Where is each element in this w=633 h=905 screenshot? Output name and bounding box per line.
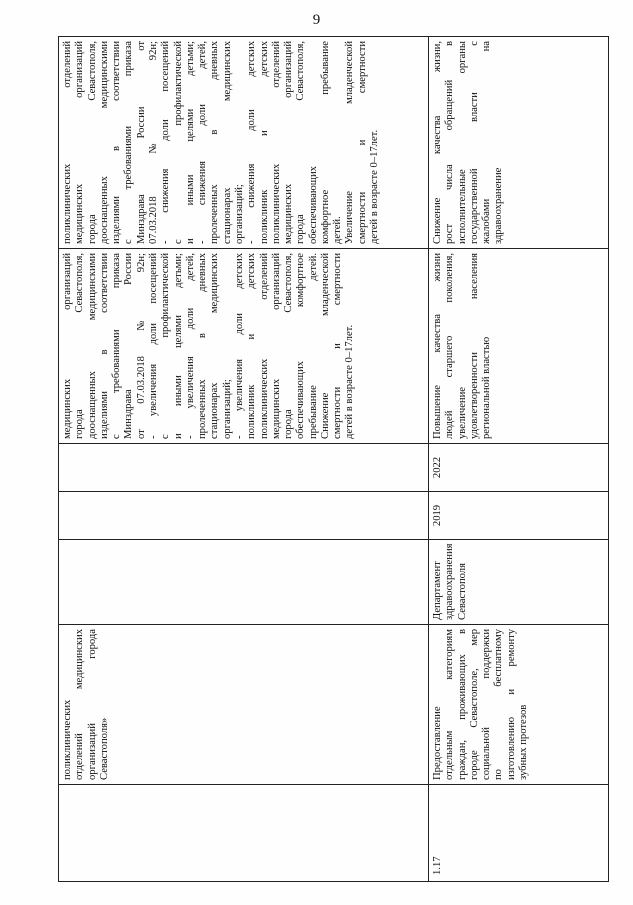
text-line: - увеличения доли детей,: [184, 253, 196, 439]
text-line: - снижения доли детских: [246, 41, 258, 244]
text-line: изготовлению и ремонту: [505, 629, 517, 780]
text-line: с требованиями приказа: [111, 253, 123, 439]
text-line: медицинских организаций: [74, 41, 86, 244]
table-row: [59, 37, 429, 882]
text-line: дооснащенных медицинскими: [86, 253, 98, 439]
text-line: дооснащенных медицинскими: [98, 41, 110, 244]
text-line: города Севастополя,: [74, 253, 86, 439]
text-line: отделений медицинских: [74, 629, 86, 780]
text-line: города Севастополя,: [86, 41, 98, 244]
text-line: стационарах медицинских: [209, 253, 221, 439]
text-line: детей в возрасте 0–17лет.: [369, 129, 381, 244]
start-year-cell: [59, 492, 429, 540]
text-line: от 07.03.2018 № 92н;: [135, 253, 147, 439]
text-line: граждан, проживающих в: [456, 629, 468, 780]
page-number: 9: [312, 12, 321, 28]
end-year-cell: [59, 444, 429, 492]
text-line: рост числа обращений в: [444, 41, 456, 244]
expected-result-cell: [59, 249, 429, 444]
text-line: жалобами на: [481, 41, 493, 244]
text-line: изделиями в соответствии: [111, 41, 123, 244]
text-line: Снижение качества жизни,: [432, 41, 443, 244]
text-line: Предоставление: [432, 706, 443, 780]
text-line: организаций города: [86, 629, 98, 780]
row-number-cell: [59, 785, 429, 882]
text-line: - увеличения доли посещений: [147, 253, 159, 439]
row-number-cell: 1.17: [429, 785, 609, 882]
text-line: людей старшего поколения,: [444, 253, 456, 439]
text-line: - увеличения доли детских: [233, 253, 245, 439]
table-row: [429, 37, 609, 882]
text-line: городе Севастополе, мер: [468, 629, 480, 780]
text-line: государственной власти с: [468, 41, 480, 244]
text-line: пролеченных в дневных: [209, 41, 221, 244]
text-line: смертности и смертности: [332, 253, 344, 439]
expected-result-cell: [429, 249, 609, 444]
text-line: изделиями в соответствии: [98, 253, 110, 439]
measure-name-cell: [429, 625, 609, 785]
text-line: и иными целями детьми;: [172, 253, 184, 439]
text-line: медицинских организаций: [270, 253, 282, 439]
text-line: отдельным категориям: [444, 629, 456, 780]
consequence-cell: [429, 37, 609, 249]
text-line: поликлинических: [62, 699, 73, 780]
text-line: медицинских организаций: [283, 41, 295, 244]
executor-cell: [59, 540, 429, 625]
text-line: Севастополя»: [98, 717, 110, 780]
rotated-table-wrapper: [58, 37, 608, 882]
text-line: Снижение младенческой: [319, 253, 331, 439]
text-line: Минздрава России от: [135, 41, 147, 244]
text-line: по бесплатному: [493, 629, 505, 780]
text-line: Увеличение младенческой: [344, 41, 356, 244]
text-line: медицинских организаций: [62, 253, 73, 439]
text-line: смертности и смертности: [356, 41, 368, 244]
text-line: социальной поддержки: [481, 629, 493, 780]
start-year-cell: 2019: [429, 492, 609, 540]
text-line: здравоохранение: [493, 167, 505, 244]
text-line: с профилактической: [160, 253, 172, 439]
text-line: увеличение: [456, 387, 468, 439]
text-line: 07.03.2018 № 92н;: [147, 41, 159, 244]
text-line: поликлинических отделений: [62, 41, 73, 244]
text-line: поликлинических отделений: [270, 41, 282, 244]
program-measures-table: [58, 36, 609, 882]
text-line: города Севастополя,: [283, 253, 295, 439]
text-line: удовлетворенности населения: [468, 253, 480, 439]
text-line: пребывание детей.: [307, 253, 319, 439]
text-line: обеспечивающих комфортное: [295, 253, 307, 439]
text-line: поликлиник и детских: [246, 253, 258, 439]
text-line: стационарах медицинских: [221, 41, 233, 244]
text-line: - снижения доли детей,: [197, 41, 209, 244]
text-line: организаций;: [221, 379, 233, 439]
text-line: обеспечивающих: [307, 166, 319, 244]
text-line: зубных протезов: [517, 704, 529, 780]
text-line: комфортное пребывание: [319, 41, 331, 244]
text-line: организаций;: [233, 184, 245, 244]
text-line: детей.: [332, 216, 344, 244]
text-line: пролеченных в дневных: [197, 253, 209, 439]
measure-name-cell: [59, 625, 429, 785]
end-year-cell: 2022: [429, 444, 609, 492]
text-line: Повышение качества жизни: [432, 253, 443, 439]
consequence-cell: [59, 37, 429, 249]
text-line: поликлинических отделений: [258, 253, 270, 439]
text-line: - снижения доли посещений: [160, 41, 172, 244]
text-line: региональной властью: [481, 336, 493, 439]
text-line: города Севастополя,: [295, 41, 307, 244]
executor-cell: Департамент здравоохранения Севастополя: [429, 540, 609, 625]
text-line: с требованиями приказа: [123, 41, 135, 244]
text-line: и иными целями детьми;: [184, 41, 196, 244]
text-line: детей в возрасте 0–17лет.: [344, 324, 356, 439]
text-line: поликлиник и детских: [258, 41, 270, 244]
text-line: Минздрава России: [123, 253, 135, 439]
text-line: исполнительные органы: [456, 41, 468, 244]
text-line: с профилактической: [172, 41, 184, 244]
